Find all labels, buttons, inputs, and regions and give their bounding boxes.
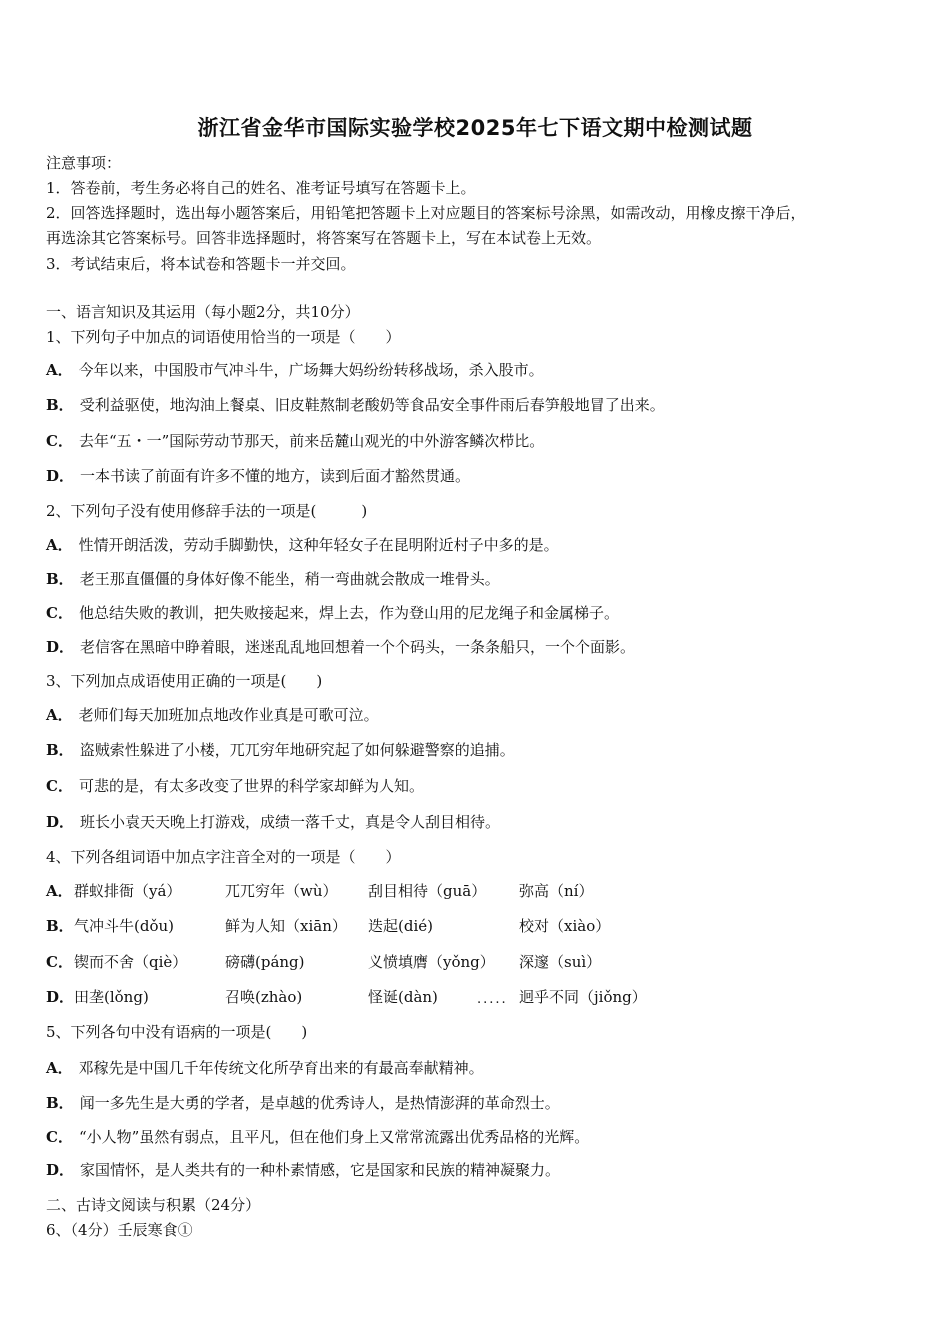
pinyin-cell: 义愤填膺（yǒng） xyxy=(368,953,495,971)
pinyin-cell: 校对（xiào） xyxy=(519,917,611,935)
question-stem: 3、下列加点成语使用正确的一项是( ) xyxy=(46,672,323,690)
section-heading: 一、语言知识及其运用（每小题2分，共10分） xyxy=(46,303,360,321)
pinyin-cell: 怪诞(dàn) xyxy=(368,988,438,1006)
notes-item: 再选涂其它答案标号。回答非选择题时，将答案写在答题卡上，写在本试卷上无效。 xyxy=(46,229,602,247)
option-text: 邓稼先是中国几千年传统文化所孕育出来的有最高奉献精神。 xyxy=(78,1059,484,1077)
question-stem: 2、下列句子没有使用修辞手法的一项是( ) xyxy=(46,502,368,520)
pinyin-cell: 兀兀穷年（wù） xyxy=(225,882,338,900)
option-label: A． xyxy=(46,706,73,724)
notes-item: 2．回答选择题时，选出每小题答案后，用铅笔把答题卡上对应题目的答案标号涂黑，如需改动，用橡皮擦干净后， xyxy=(46,204,806,222)
option-label: C． xyxy=(46,953,73,971)
option-text: “小人物”虽然有弱点，且平凡，但在他们身上又常常流露出优秀品格的光辉。 xyxy=(78,1128,590,1146)
option-row xyxy=(46,1093,560,1113)
option-row xyxy=(46,1127,589,1147)
option-label: A． xyxy=(46,536,73,554)
notes-item: 3．考试结束后，将本试卷和答题卡一并交回。 xyxy=(46,255,356,273)
option-text: 班长小袁天天晚上打游戏，成绩一落千丈，真是令人刮目相待。 xyxy=(80,813,501,831)
option-text: 老师们每天加班加点地改作业真是可歌可泣。 xyxy=(78,706,379,724)
option-label: D． xyxy=(46,988,75,1006)
notes-item: 1．答卷前，考生务必将自己的姓名、准考证号填写在答题卡上。 xyxy=(46,179,476,197)
section-heading: 二、古诗文阅读与积累（24分） xyxy=(46,1196,261,1214)
pinyin-cell: 田垄(lǒng) xyxy=(74,988,149,1006)
option-row xyxy=(46,569,500,589)
option-label: B． xyxy=(46,1094,74,1112)
option-text: 闻一多先生是大勇的学者，是卓越的优秀诗人，是热情澎湃的革命烈士。 xyxy=(79,1094,560,1112)
option-text: 一本书读了前面有许多不懂的地方，读到后面才豁然贯通。 xyxy=(80,467,471,485)
pinyin-cell: 锲而不舍（qiè） xyxy=(74,953,188,971)
option-label: B． xyxy=(46,741,74,759)
option-row xyxy=(46,1160,560,1180)
option-text: 性情开朗活泼，劳动手脚勤快，这种年轻女子在昆明附近村子中多的是。 xyxy=(78,536,559,554)
emphasis-dots: ..... xyxy=(477,992,508,1007)
question-stem: 5、下列各句中没有语病的一项是( ) xyxy=(46,1023,308,1041)
pinyin-cell: 召唤(zhào) xyxy=(225,988,303,1006)
option-text: 今年以来，中国股市气冲斗牛，广场舞大妈纷纷转移战场，杀入股市。 xyxy=(78,361,544,379)
option-row xyxy=(46,603,619,623)
question-stem: 1、下列句子中加点的词语使用恰当的一项是（ ） xyxy=(46,328,401,346)
option-row xyxy=(46,637,635,657)
option-row xyxy=(46,535,559,555)
option-row xyxy=(46,360,544,380)
option-row xyxy=(46,740,515,760)
option-text: 去年“五・一”国际劳动节那天，前来岳麓山观光的中外游客鳞次栉比。 xyxy=(78,432,545,450)
option-label: D． xyxy=(46,1161,75,1179)
option-row xyxy=(46,812,500,832)
pinyin-cell: 刮目相待（guā） xyxy=(368,882,487,900)
option-text: 老王那直僵僵的身体好像不能坐，稍一弯曲就会散成一堆骨头。 xyxy=(79,570,500,588)
pinyin-cell: 迥乎不同（jiǒng） xyxy=(519,988,647,1006)
pinyin-cell: 深邃（suì） xyxy=(519,953,602,971)
option-row xyxy=(46,395,665,415)
pinyin-cell: 鲜为人知（xiān） xyxy=(225,917,347,935)
option-label: D． xyxy=(46,638,75,656)
option-label: A． xyxy=(46,1059,73,1077)
option-text: 受利益驱使，地沟油上餐桌、旧皮鞋熬制老酸奶等食品安全事件雨后春笋般地冒了出来。 xyxy=(79,396,665,414)
question-stem: 6、（4分）壬辰寒食① xyxy=(46,1221,193,1239)
option-text: 家国情怀，是人类共有的一种朴素情感，它是国家和民族的精神凝聚力。 xyxy=(80,1161,561,1179)
pinyin-cell: 迭起(dié) xyxy=(368,917,433,935)
notes-heading: 注意事项： xyxy=(46,154,122,172)
pinyin-cell: 弥高（ní） xyxy=(519,882,594,900)
option-text: 盗贼索性躲进了小楼，兀兀穷年地研究起了如何躲避警察的追捕。 xyxy=(79,741,515,759)
option-row xyxy=(46,776,424,796)
question-stem: 4、下列各组词语中加点字注音全对的一项是（ ） xyxy=(46,848,401,866)
option-text: 老信客在黑暗中睁着眼，迷迷乱乱地回想着一个个码头，一条条船只，一个个面影。 xyxy=(80,638,636,656)
page-title: 浙江省金华市国际实验学校2025年七下语文期中检测试题 xyxy=(197,116,753,140)
option-label: A． xyxy=(46,882,73,900)
pinyin-cell: 群蚁排衙（yá） xyxy=(74,882,182,900)
pinyin-cell: 磅礴(páng) xyxy=(225,953,305,971)
option-label: C． xyxy=(46,777,73,795)
pinyin-cell: 气冲斗牛(dǒu) xyxy=(74,917,174,935)
option-row xyxy=(46,466,470,486)
option-row xyxy=(46,1058,484,1078)
option-row xyxy=(46,431,544,451)
option-label: A． xyxy=(46,361,73,379)
option-label: C． xyxy=(46,604,73,622)
option-label: C． xyxy=(46,432,73,450)
option-label: B． xyxy=(46,917,74,935)
option-label: B． xyxy=(46,396,74,414)
option-text: 他总结失败的教训，把失败接起来，焊上去，作为登山用的尼龙绳子和金属梯子。 xyxy=(78,604,619,622)
option-label: D． xyxy=(46,467,75,485)
option-label: D． xyxy=(46,813,75,831)
option-row xyxy=(46,705,379,725)
option-label: B． xyxy=(46,570,74,588)
option-text: 可悲的是，有太多改变了世界的科学家却鲜为人知。 xyxy=(78,777,424,795)
option-label: C． xyxy=(46,1128,73,1146)
